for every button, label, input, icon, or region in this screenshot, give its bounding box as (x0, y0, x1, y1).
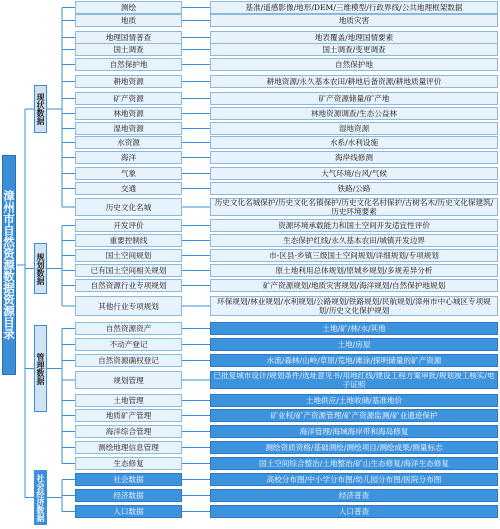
item-1-0: 开发评价 (75, 219, 182, 232)
detail-3-2: 人口普查 (210, 505, 498, 518)
item-2-3: 规划管理 (75, 371, 182, 389)
item-0-6: 矿产资源 (75, 92, 182, 105)
item-2-0: 自然资源资产 (75, 322, 182, 335)
item-3-1: 经济数据 (75, 489, 182, 502)
detail-0-0: 基准/遥感影像/地形/DEM/三维模型/行政界线/公共地理框架数据 (210, 1, 498, 14)
item-0-4: 自然保护地 (75, 58, 182, 71)
detail-0-2: 地表覆盖/地理国情要素 (210, 31, 498, 44)
detail-1-0: 资源环境承载能力和国土空间开发适宜性评价 (210, 219, 498, 232)
detail-0-11: 大气环境/台风/气候 (210, 167, 498, 180)
detail-2-3: 已批复城市设计/规划条件/选址意见书/用地红线/建设工程方案审批/规划竣工核实/电子证照 (210, 371, 498, 389)
item-1-4: 自然资源行业专项规划 (75, 279, 182, 292)
item-3-0: 社会数据 (75, 473, 182, 486)
detail-0-5: 耕地资源/永久基本农田/耕地后备资源/耕地质量评价 (210, 75, 498, 88)
item-2-4: 土地管理 (75, 394, 182, 407)
item-0-11: 气象 (75, 167, 182, 180)
item-0-13: 历史文化名城 (75, 198, 182, 216)
item-2-2: 自然资源确权登记 (75, 354, 182, 367)
detail-3-1: 经济普查 (210, 489, 498, 502)
detail-1-3: 原土地利用总体规划/原城乡规划/多规差异分析 (210, 264, 498, 277)
item-2-6: 海洋综合管理 (75, 425, 182, 438)
detail-2-7: 测绘资质资格/基础测绘/测绘项目/测绘成果/测量标志 (210, 441, 498, 454)
item-0-1: 地质 (75, 14, 182, 27)
detail-2-6: 海洋管理/海域海岸带和海岛修复 (210, 425, 498, 438)
item-2-5: 地质矿产管理 (75, 409, 182, 422)
detail-0-10: 海岸线修测 (210, 151, 498, 164)
item-0-9: 水资源 (75, 136, 182, 149)
detail-0-6: 矿产资源储量/矿产地 (210, 92, 498, 105)
item-0-8: 湿地资源 (75, 122, 182, 135)
detail-1-4: 矿产资源规划/地质灾害规划/海洋规划/自然保护地规划 (210, 279, 498, 292)
root-title: 漳州市自然资源数据资源目录 (2, 155, 16, 375)
item-1-1: 重要控制线 (75, 234, 182, 247)
detail-1-1: 生态保护红线/永久基本农田/城镇开发边界 (210, 234, 498, 247)
detail-1-5: 环保规划/林业规划/水利规划/公路规划/铁路规划/民航规划/漳州市中心城区专项规划/历史文化保护规划 (210, 296, 498, 316)
item-0-3: 国土调查 (75, 43, 182, 56)
detail-0-4: 自然保护地 (210, 58, 498, 71)
detail-0-7: 林地资源调查/生态公益林 (210, 107, 498, 120)
detail-2-8: 国土空间综合整治/土地整治/矿山生态修复/海洋生态修复 (210, 457, 498, 470)
item-0-0: 测绘 (75, 1, 182, 14)
item-0-12: 交通 (75, 182, 182, 195)
category-1: 规划数据 (34, 243, 47, 294)
detail-1-2: 市-区县-乡镇三级国土空间规划/详细规划/专项规划 (210, 249, 498, 262)
category-2: 管理数据 (34, 325, 47, 412)
item-2-8: 生态修复 (75, 457, 182, 470)
detail-2-1: 土地/房屋 (210, 338, 498, 351)
detail-0-13: 历史文化名城保护/历史文化名镇保护/历史文化名村保护/古树名木/历史文化保建筑/历史环境要素 (210, 198, 498, 216)
item-1-3: 已有国土空间相关规划 (75, 264, 182, 277)
item-2-1: 不动产登记 (75, 338, 182, 351)
item-1-5: 其他行业专项规划 (75, 296, 182, 316)
item-0-2: 地理国情普查 (75, 31, 182, 44)
detail-2-0: 土地/矿/林/水/其他 (210, 322, 498, 335)
item-0-7: 林地资源 (75, 107, 182, 120)
item-2-7: 测绘地理信息管理 (75, 441, 182, 454)
detail-2-2: 水流/森林/山岭/草原/荒地/滩涂/探明储量的矿产资源 (210, 354, 498, 367)
item-0-10: 海洋 (75, 151, 182, 164)
category-3: 社会经济数据 (34, 470, 47, 525)
category-0: 现状数据 (34, 85, 47, 133)
detail-0-12: 铁路/公路 (210, 182, 498, 195)
detail-0-8: 湿地资源 (210, 122, 498, 135)
detail-0-1: 地质灾害 (210, 14, 498, 27)
detail-3-0: 高校分布图/中小学分布图/幼儿园分布图/医院分布图 (210, 473, 498, 486)
item-1-2: 国土空间规划 (75, 249, 182, 262)
detail-2-5: 矿业权/矿产资源管理/矿产资源监测/矿业遗迹保护 (210, 409, 498, 422)
detail-0-3: 国土调查/变更调查 (210, 43, 498, 56)
item-3-2: 人口数据 (75, 505, 182, 518)
detail-0-9: 水系/水利设施 (210, 136, 498, 149)
detail-2-4: 土地供应/土地收储/基准地价 (210, 394, 498, 407)
item-0-5: 耕地资源 (75, 75, 182, 88)
